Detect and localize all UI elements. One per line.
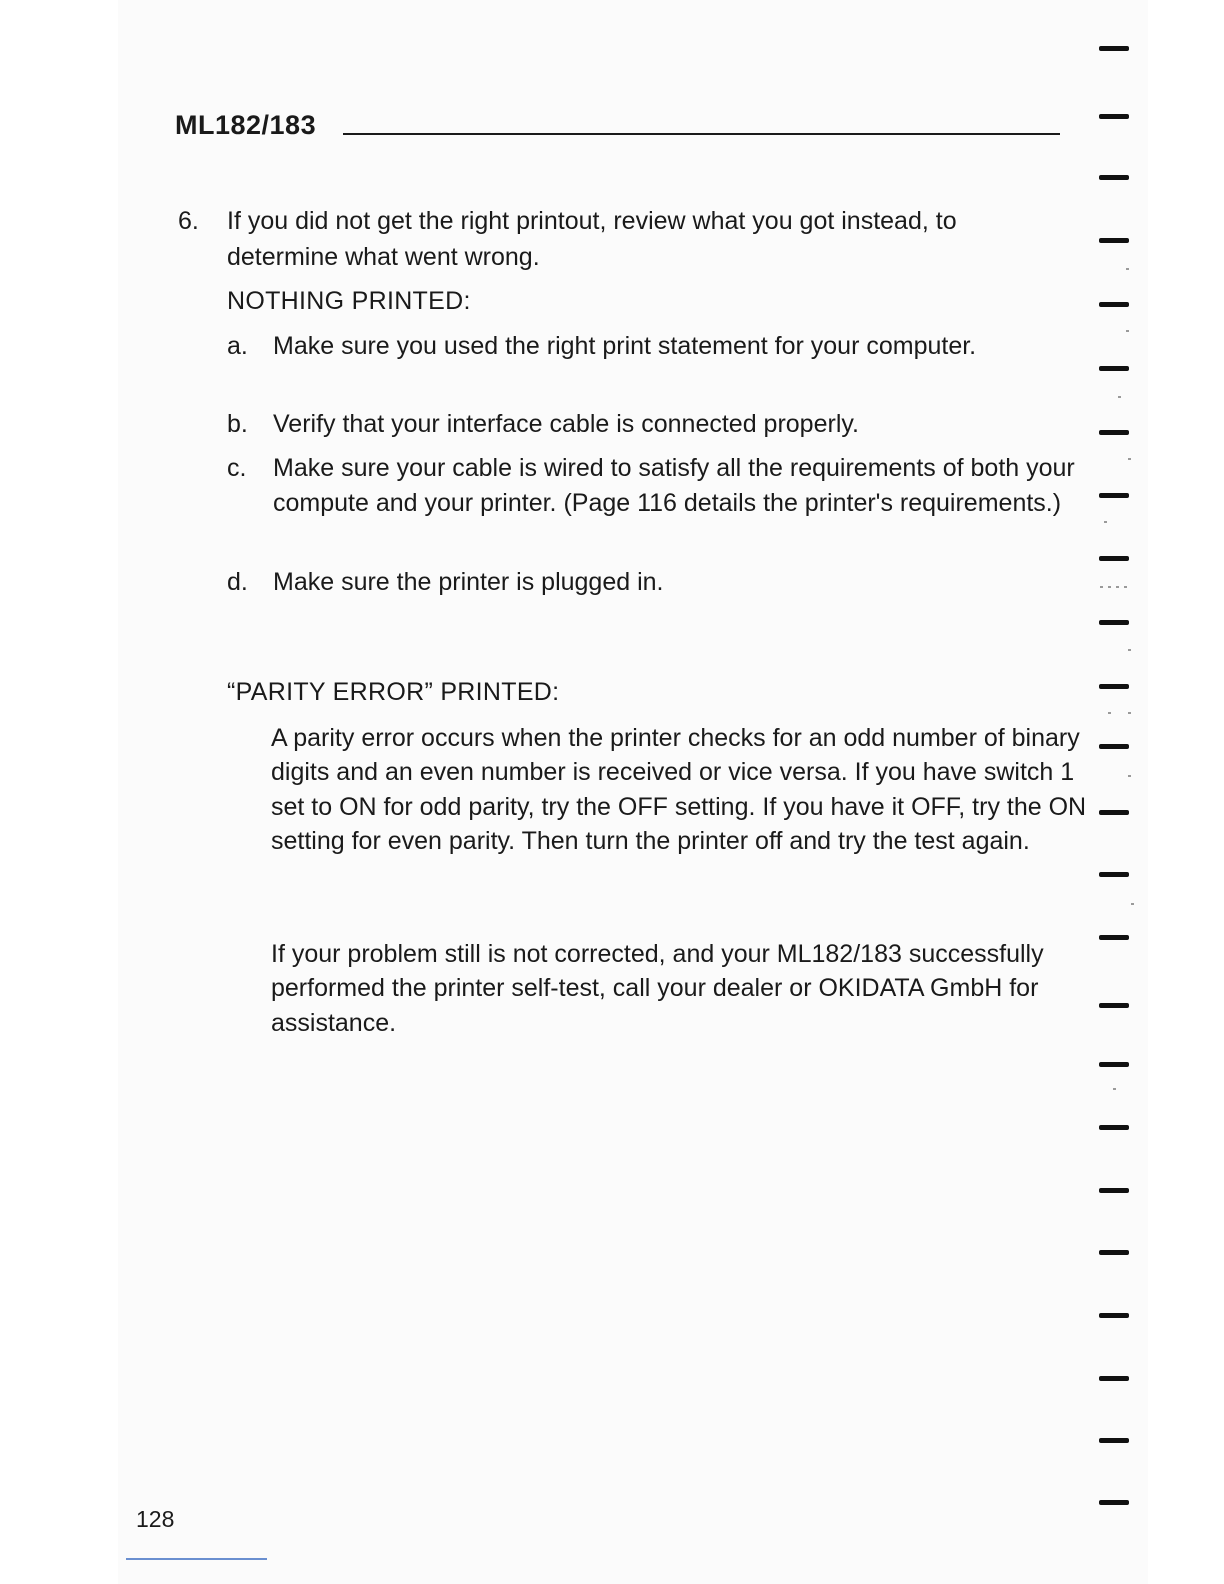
parity-error-heading: “PARITY ERROR” PRINTED:	[227, 678, 560, 706]
binding-mark	[1099, 1438, 1129, 1443]
binding-mark	[1099, 175, 1129, 180]
binding-mark	[1099, 366, 1129, 371]
binding-mark	[1099, 238, 1129, 243]
list-text: Make sure your cable is wired to satisfy all the requirements of both your compute and your printer. (Page 116 details the printer's requirements.)	[273, 454, 1075, 517]
scan-speck	[1108, 712, 1111, 714]
binding-mark	[1099, 114, 1129, 119]
list-text: Make sure you used the right print statement for your computer.	[273, 332, 977, 360]
scan-speck	[1128, 649, 1131, 651]
step-text: If you did not get the right printout, review what you got instead, to determine what went wrong.	[227, 207, 957, 271]
list-text: Make sure the printer is plugged in.	[273, 568, 664, 596]
binding-mark	[1099, 620, 1129, 625]
running-header	[175, 108, 1060, 142]
scan-speck	[1100, 586, 1103, 588]
binding-mark	[1099, 935, 1129, 940]
binding-mark	[1099, 810, 1129, 815]
binding-mark	[1099, 1125, 1129, 1130]
header-rule	[343, 133, 1060, 135]
parity-paragraph-2: If your problem still is not corrected, and your ML182/183 successfully performed the printer self-test, call your dealer or OKIDATA GmbH for assistance.	[271, 940, 1044, 1037]
binding-mark	[1099, 493, 1129, 498]
binding-mark	[1099, 556, 1129, 561]
binding-mark	[1099, 1003, 1129, 1008]
scan-speck	[1116, 586, 1119, 588]
list-text: Verify that your interface cable is connected properly.	[273, 410, 859, 438]
binding-mark	[1099, 430, 1129, 435]
binding-mark	[1099, 1250, 1129, 1255]
scan-speck	[1113, 1088, 1116, 1090]
list-letter: b.	[227, 410, 248, 438]
binding-mark	[1099, 1313, 1129, 1318]
scan-speck	[1104, 521, 1107, 523]
step-number: 6.	[178, 207, 199, 235]
binding-mark	[1099, 1062, 1129, 1067]
binding-mark	[1099, 744, 1129, 749]
scan-speck	[1131, 903, 1134, 905]
scan-speck	[1118, 396, 1121, 398]
list-letter: d.	[227, 568, 248, 596]
binding-mark	[1099, 302, 1129, 307]
binding-mark	[1099, 1188, 1129, 1193]
scan-speck	[1124, 586, 1127, 588]
header-title: ML182/183	[175, 110, 317, 140]
footer-rule	[126, 1558, 267, 1560]
binding-mark	[1099, 1500, 1129, 1505]
list-letter: c.	[227, 454, 247, 482]
nothing-printed-heading: NOTHING PRINTED:	[227, 287, 471, 315]
binding-mark	[1099, 684, 1129, 689]
scan-speck	[1128, 712, 1131, 714]
binding-mark	[1099, 46, 1129, 51]
binding-mark	[1099, 1376, 1129, 1381]
scan-speck	[1126, 268, 1129, 270]
scan-speck	[1126, 330, 1129, 332]
scan-speck	[1128, 458, 1131, 460]
list-letter: a.	[227, 332, 248, 360]
page-number: 128	[136, 1506, 175, 1532]
parity-paragraph-1: A parity error occurs when the printer checks for an odd number of binary digits and an even number is received or vice versa. If you have switch 1 set to ON for odd parity, try the OFF setting. If you have it OFF, try the ON setting for even parity. Then turn the printer off and try the test again.	[271, 724, 1087, 855]
scan-speck	[1108, 586, 1111, 588]
scan-speck	[1128, 775, 1131, 777]
binding-mark	[1099, 872, 1129, 877]
